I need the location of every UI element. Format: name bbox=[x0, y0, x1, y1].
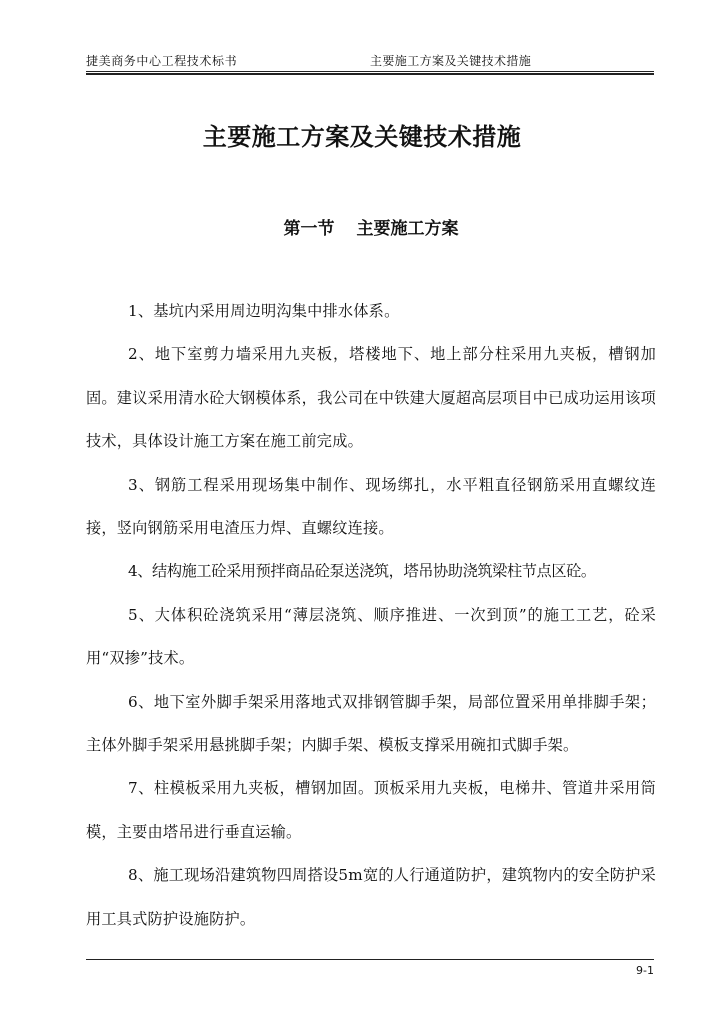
page-number: 9-1 bbox=[636, 964, 654, 977]
section-number: 第一节 bbox=[283, 219, 335, 239]
paragraph: 3、钢筋工程采用现场集中制作、现场绑扎，水平粗直径钢筋采用直螺纹连接，竖向钢筋采用电渣压力焊、直螺纹连接。 bbox=[86, 475, 656, 538]
header-chapter-name: 主要施工方案及关键技术措施 bbox=[370, 54, 532, 68]
section-title bbox=[0, 217, 724, 241]
paragraph: 6、地下室外脚手架采用落地式双排钢管脚手架，局部位置采用单排脚手架；主体外脚手架采用悬挑脚手架；内脚手架、模板支撑采用碗扣式脚手架。 bbox=[86, 692, 656, 755]
header-rule-thick bbox=[86, 73, 654, 75]
body-text bbox=[86, 290, 656, 941]
paragraph: 8、施工现场沿建筑物四周搭设5m宽的人行通道防护，建筑物内的安全防护采用工具式防护设施防护。 bbox=[86, 866, 656, 928]
section-name: 主要施工方案 bbox=[356, 219, 459, 239]
paragraph: 7、柱模板采用九夹板，槽钢加固。顶板采用九夹板，电梯井、管道井采用筒模，主要由塔吊进行垂直运输。 bbox=[86, 779, 656, 841]
footer-rule bbox=[86, 959, 654, 960]
paragraph: 1、基坑内采用周边明沟集中排水体系。 bbox=[128, 302, 400, 320]
header-project-name: 捷美商务中心工程技术标书 bbox=[86, 54, 238, 68]
paragraph: 4、结构施工砼采用预拌商品砼泵送浇筑，塔吊协助浇筑梁柱节点区砼。 bbox=[128, 562, 596, 581]
paragraph: 2、地下室剪力墙采用九夹板，塔楼地下、地上部分柱采用九夹板，槽钢加固。建议采用清水砼大钢模体系，我公司在中铁建大厦超高层项目中已成功运用该项技术，具体设计施工方案在施工前完成。 bbox=[86, 345, 656, 451]
document-title: 主要施工方案及关键技术措施 bbox=[202, 123, 522, 151]
paragraph: 5、大体积砼浇筑采用“薄层浇筑、顺序推进、一次到顶”的施工工艺，砼采用“双掺”技术。 bbox=[86, 605, 656, 668]
page-header bbox=[86, 52, 654, 74]
header-rule bbox=[86, 71, 654, 72]
